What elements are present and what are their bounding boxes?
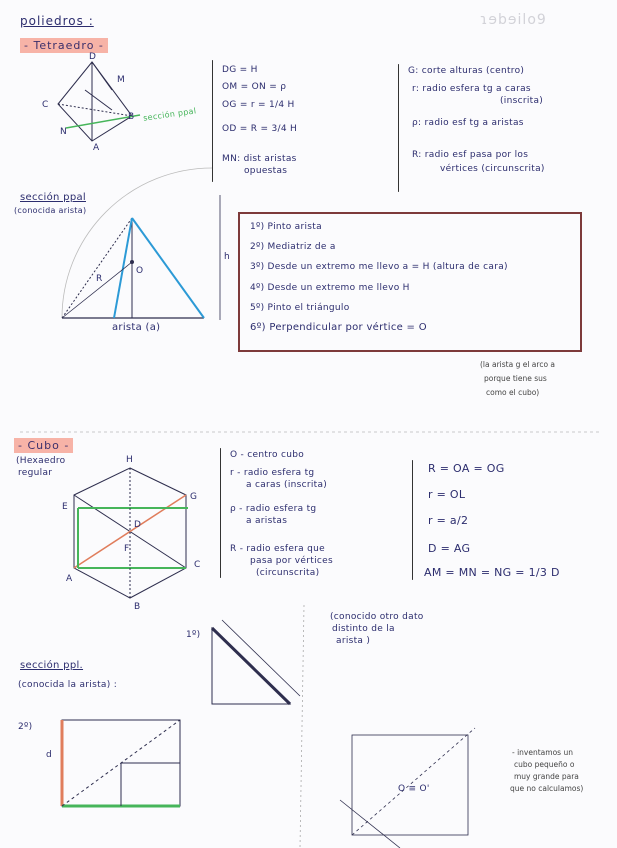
cube-def-3: a caras (inscrita)	[246, 480, 328, 490]
step-4: 4º) Desde un extremo me llevo H	[250, 283, 410, 293]
label-D-cube: D	[134, 520, 142, 530]
h-label: h	[224, 252, 231, 262]
def-6: vértices (circunscrita)	[440, 164, 545, 174]
cube-formula-3: r = a/2	[428, 514, 469, 527]
label-A: A	[93, 143, 100, 153]
cube-formula-2: r = OL	[428, 488, 466, 501]
step-5: 5º) Pinto el triángulo	[250, 303, 350, 313]
bleed-through-text: ɿɘbɘilo9	[480, 12, 547, 28]
label-C: C	[42, 100, 49, 110]
cube-section-title: sección ppl.	[20, 660, 84, 671]
arista-label: arista (a)	[112, 322, 161, 333]
cube-formula-4: D = AG	[428, 542, 471, 555]
cube-def-2: r - radio esfera tg	[230, 468, 315, 478]
green-note: sección ppal	[142, 106, 197, 123]
center-label: O ≡ O'	[398, 784, 430, 794]
def-3: (inscrita)	[500, 96, 544, 106]
step1-label: 1º)	[186, 630, 201, 640]
label-R: R	[96, 274, 103, 284]
cube-subtitle-2: regular	[18, 468, 53, 478]
cube-formula-5: AM = MN = NG = 1/3 D	[424, 566, 560, 579]
side-note-1: (la arista g el arco a	[480, 360, 556, 369]
label-D: D	[89, 52, 97, 62]
formula-3: OG = r = 1/4 H	[222, 100, 295, 110]
cube-def-1: O - centro cubo	[230, 450, 305, 460]
label-O: O	[136, 266, 144, 276]
label-G: G	[190, 492, 198, 502]
tetra-section-title: sección ppal	[20, 192, 86, 203]
label-B-cube: B	[134, 602, 141, 612]
label-M: M	[117, 75, 126, 85]
note-right-3: muy grande para	[514, 772, 579, 781]
formula-6: opuestas	[244, 166, 288, 176]
step-3: 3º) Desde un extremo me llevo a = H (altura de cara)	[250, 262, 508, 272]
note-right-1: - inventamos un	[512, 748, 573, 757]
step-2: 2º) Mediatriz de a	[250, 242, 336, 252]
formula-4: OD = R = 3/4 H	[222, 124, 298, 134]
note-right-4: que no calculamos)	[510, 784, 584, 793]
step-6: 6º) Perpendicular por vértice = O	[250, 322, 427, 333]
cube-tag: - Cubo -	[14, 438, 73, 453]
note-top-3: arista )	[336, 636, 371, 646]
label-H: H	[126, 455, 134, 465]
cube-drawing	[74, 468, 188, 598]
formula-2: OM = ON = ρ	[222, 82, 287, 92]
vertical-divider	[300, 605, 304, 848]
brace	[412, 460, 413, 580]
tetra-section-subtitle: (conocida arista)	[14, 206, 87, 215]
formula-5: MN: dist aristas	[222, 154, 297, 164]
tetra-tag: - Tetraedro -	[20, 38, 108, 53]
cube-def-4: ρ - radio esfera tg	[230, 504, 317, 514]
cube-step1-drawing	[212, 620, 300, 704]
def-5: R: radio esf pasa por los	[412, 150, 529, 160]
label-C-cube: C	[194, 560, 201, 570]
side-note-3: como el cubo)	[486, 388, 540, 397]
page-title: poliedros :	[20, 14, 94, 28]
note-top-2: distinto de la	[332, 624, 395, 634]
d-label: d	[46, 750, 53, 760]
tetra-section-drawing	[62, 168, 220, 320]
formula-1: DG = H	[222, 65, 258, 75]
cube-def-6: R - radio esfera que	[230, 544, 325, 554]
cube-formula-1: R = OA = OG	[428, 462, 505, 475]
cube-subtitle-1: (Hexaedro	[16, 456, 66, 466]
step2-label: 2º)	[18, 722, 33, 732]
label-B: B	[128, 112, 135, 122]
step-1: 1º) Pinto arista	[250, 222, 322, 232]
cube-def-7: pasa por vértices	[250, 556, 333, 566]
note-top-1: (conocido otro dato	[330, 612, 424, 622]
brace	[212, 60, 213, 182]
label-N: N	[60, 127, 68, 137]
def-1: G: corte alturas (centro)	[408, 66, 525, 76]
brace	[220, 448, 221, 578]
cube-def-8: (circunscrita)	[256, 568, 320, 578]
def-2: r: radio esfera tg a caras	[412, 84, 531, 94]
label-A-cube: A	[66, 574, 73, 584]
cube-def-5: a aristas	[246, 516, 288, 526]
def-4: ρ: radio esf tg a aristas	[412, 118, 524, 128]
tetrahedron-sketch	[58, 62, 140, 141]
cube-section-subtitle: (conocida la arista) :	[18, 680, 118, 690]
label-F: F	[124, 544, 130, 554]
label-E: E	[62, 502, 68, 512]
brace	[398, 64, 399, 192]
cube-step2-drawing	[62, 720, 180, 806]
note-right-2: cubo pequeño o	[514, 760, 575, 769]
side-note-2: porque tiene sus	[484, 374, 547, 383]
